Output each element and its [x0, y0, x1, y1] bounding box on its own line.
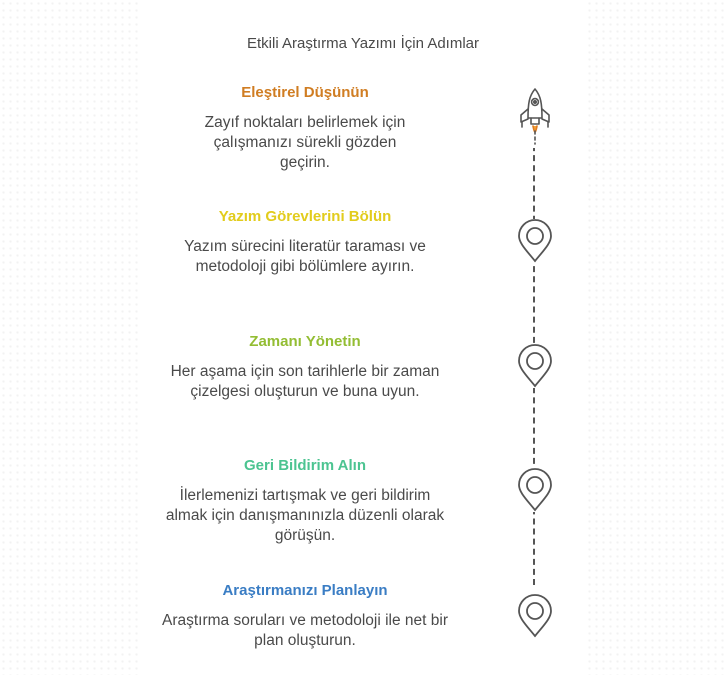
step-1-title: Eleştirel Düşünün — [241, 84, 369, 101]
rocket-icon — [517, 86, 553, 148]
map-pin-icon — [517, 468, 553, 512]
step-3 — [135, 333, 475, 402]
map-pin-icon — [517, 344, 553, 388]
step-2 — [135, 208, 475, 277]
map-pin-icon — [517, 219, 553, 263]
step-1 — [135, 84, 475, 173]
step-1-description: Zayıf noktaları belirlemek için çalışmanızı sürekli gözden geçirin. — [204, 114, 406, 171]
step-5 — [135, 582, 475, 651]
map-pin-icon — [517, 594, 553, 638]
diagram-title: Etkili Araştırma Yazımı İçin Adımlar — [246, 35, 479, 52]
step-3-description: Her aşama için son tarihlerle bir zaman çizelgesi oluşturun ve buna uyun. — [170, 363, 440, 400]
step-2-title: Yazım Görevlerini Bölün — [218, 208, 392, 225]
step-5-title: Araştırmanızı Planlayın — [222, 582, 388, 599]
step-2-description: Yazım sürecini literatür taraması ve metodoloji gibi bölümlere ayırın. — [184, 238, 426, 275]
step-4-title: Geri Bildirim Alın — [244, 457, 366, 474]
step-4 — [135, 457, 475, 546]
step-3-title: Zamanı Yönetin — [249, 333, 361, 350]
step-4-description: İlerlemenizi tartışmak ve geri bildirim almak için danışmanınızla düzenli olarak görüşün. — [165, 487, 445, 544]
step-5-description: Araştırma soruları ve metodoloji ile net bir plan oluşturun. — [161, 612, 448, 649]
dotted-background-right — [586, 0, 726, 675]
dotted-background-left — [0, 0, 140, 675]
